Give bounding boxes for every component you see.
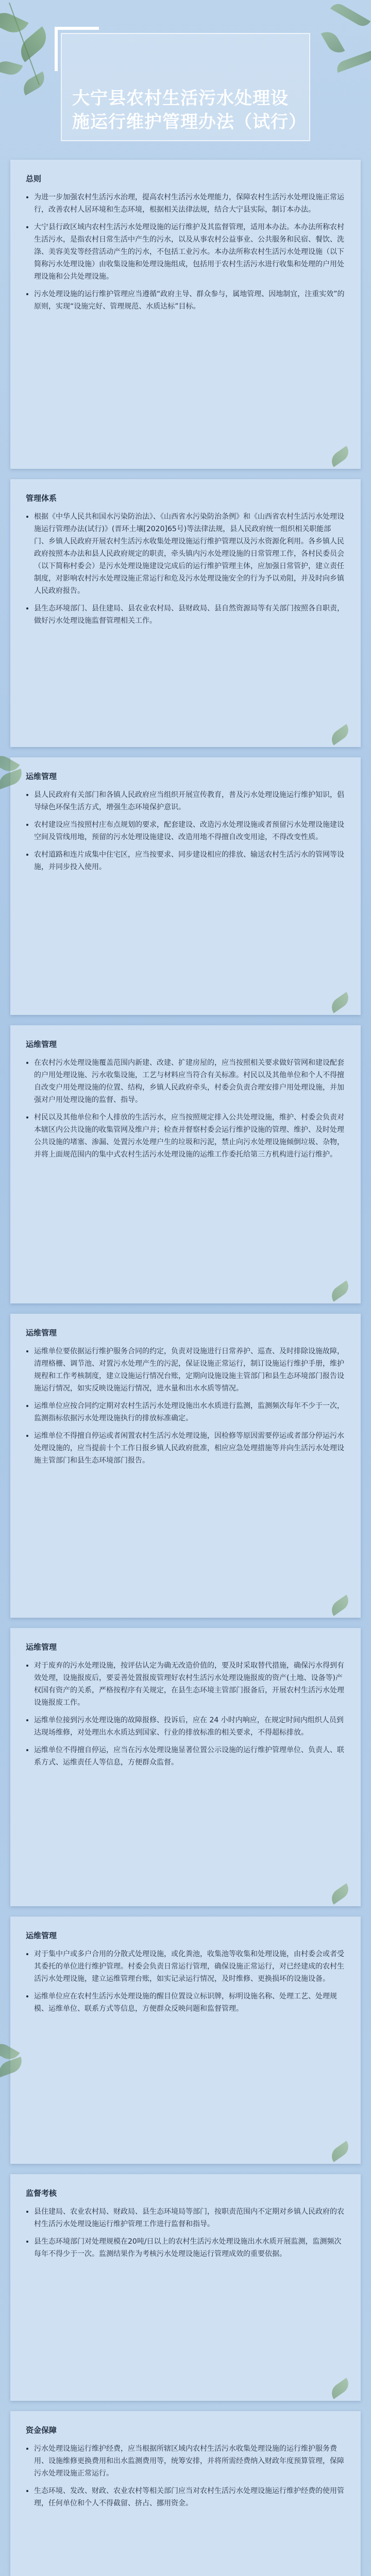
section-heading: 运维管理 <box>26 1642 57 1652</box>
section-heading: 运维管理 <box>26 1328 57 1337</box>
list-item: • 县住建局、农业农村局、财政局、县生态环境局等部门，按职责范围内不定期对乡镇人民政府的农村生活污水处理设施运行维护管理工作进行监督和指导。 <box>34 2206 345 2230</box>
section-list <box>26 789 345 873</box>
list-item: • 农村建设应当按照村庄布点规划的要求，配套建设、改造污水处理设施或者预留污水处理设施建设空间及管线用地，预留的污水处理设施建设、改造用地不得擅自改变用途，不得改变性质。 <box>34 819 345 843</box>
section-list <box>26 511 345 627</box>
section-list <box>26 1948 345 2015</box>
section-operation-5 <box>10 1917 361 2164</box>
list-item: • 运维单位要依据运行维护服务合同的约定，负责对设施进行日常养护、巡查、及时排除设施故障，清理格栅、调节池、对置污水处理产生的污泥，保证设施正常运行，制订设施运行维护手册，维护规程和工作考核制度，建立设施运行情况台账，定期向设施设施主管部门和县生态环境部门报告设施运行情况，如实反映设施运行情况，进水量和出水水质等情况。 <box>34 1345 345 1395</box>
section-management-system <box>10 479 361 747</box>
list-item: • 大宁县行政区域内农村生活污水处理设施的运行维护及其监督管理，适用本办法。本办法所称农村生活污水，是指农村日常生活中产生的污水，以及从事农村公益事业、公共服务和民宿、餐饮、洗涤、美容美发等经营活动产生的污水，不包括工业污水。本办法所称农村生活污水处理设施（以下简称污水处理设施）由收集设施和处理设施组成，包括用于农村生活污水进行收集和处理的户用处理设施和公共处理设施。 <box>34 221 345 283</box>
section-operation-4 <box>10 1628 361 1906</box>
section-general <box>10 160 361 469</box>
section-heading: 管理体系 <box>26 494 57 503</box>
list-item: • 对于废弃的污水处理设施，按评估认定为确无改造价值的，要及时采取替代措施，确保污水得到有效处理，设施报废后，要妥善处置报废管理好农村生活污水处理设施报废的资产(土地、设备等)产权国有资产的关系，严格按程序有关规定，在县生态环境主管部门报备后，开展农村生活污水处理设施报废工作。 <box>34 1659 345 1709</box>
list-item: • 为进一步加强农村生活污水治理，提高农村生活污水处理能力，保障农村生活污水处理设施正常运行，改善农村人居环境和生态环境，根据相关法律法规，结合大宁县实际，制订本办法。 <box>34 191 345 216</box>
list-item: • 运维单位应在农村生活污水处理设施的醒目位置设立标识牌，标明设施名称、处理工艺、处理规模、运维单位、联系方式等信息，方便群众反映问题和监督管理。 <box>34 1990 345 2015</box>
leaf-icon <box>328 992 352 1013</box>
leaf-icon <box>328 724 352 745</box>
leaf-icon <box>328 1280 352 1302</box>
list-item: • 村民以及其他单位和个人排放的生活污水，应当按照规定排入公共处理设施，维护、村委会负责对本辖区内公共设施的收集管网及维户并；检查并督察村委会运行维护设施的管理、维护、及时处理公共设施的堵塞、渗漏、处置污水处理户生的垃圾和污泥，禁止向污水处理设施倾倒垃圾、杂物，并将上面规范围内的集中式农村生活污水处理设施的运维工作委托给第三方机构进行运行维护。 <box>34 1111 345 1161</box>
section-heading: 总则 <box>26 174 42 183</box>
leaf-icon <box>328 2141 352 2162</box>
section-funding <box>10 2411 361 2576</box>
section-operation-1 <box>10 757 361 1015</box>
list-item: • 运维单位接到污水处理设施的故障报修、投诉后，应在 24 小时内响应，在规定时间内组织人员到达现场维修，对处理出水水质达到国家、行业的排放标准的相关要求，不得超标排放。 <box>34 1714 345 1739</box>
section-list <box>26 191 345 313</box>
leaf-icon <box>328 2378 352 2399</box>
list-item: • 污水处理设施的运行维护管理应当遵循“政府主导、群众参与，属地管理、因地制宜，注重实效”的原则，实现“设施完好、管理规范、水质达标”目标。 <box>34 288 345 313</box>
section-operation-3 <box>10 1314 361 1618</box>
list-item: • 生态环境、发改、财政、农业农村等相关部门应当对农村生活污水处理设施运行维护经费的使用管理，任何单位和个人不得截留、挤占、挪用资金。 <box>34 2485 345 2510</box>
list-item: • 县生态环境部门、县住建局、县农业农村局、县财政局、县自然资源局等有关部门按照各自职责，做好污水处理设施监督管理相关工作。 <box>34 602 345 627</box>
section-heading: 监督考核 <box>26 2189 57 2198</box>
leaf-icon <box>328 1883 352 1905</box>
list-item: • 在农村污水处理设施覆盖范围内新建、改建、扩建房屋的，应当按照相关要求做好管网和建设配套的户用处理设施、污水收集设施，工艺与材料应当符合有关标准。村民以及其他单位和个人不得擅自改变户用处理设施的位置、结构，乡镇人民政府牵头，村委会负责合理安排户用处理设施，并加强对户用处理设施的监督、指导。 <box>34 1057 345 1106</box>
list-item: • 运维单位不得擅自停运，应当在污水处理设施显著位置公示设施的运行维护管理单位、负责人、联系方式、运维责任人等信息，方便群众监督。 <box>34 1744 345 1769</box>
list-item: • 污水处理设施运行维护经费，应当根据所辖区域内农村生活污水收集处理设施的运行维护服务费用、设施维修更换费用和出水监测费用等，统筹安排，并将所需经费纳入财政年度预算管理，保障污水处理设施正常运行。 <box>34 2443 345 2480</box>
section-list <box>26 1057 345 1161</box>
list-item: • 县生态环境部门对处理规模在20吨/日以上的农村生活污水处理设施出水水质开展监测，监测频次每年不得少于一次。监测结果作为考核污水处理设施运行管理成效的重要依据。 <box>34 2235 345 2260</box>
section-list <box>26 1659 345 1769</box>
section-heading: 运维管理 <box>26 1040 57 1049</box>
leaf-icon <box>328 446 352 467</box>
section-heading: 资金保障 <box>26 2426 57 2435</box>
section-heading: 运维管理 <box>26 1931 57 1940</box>
section-heading: 运维管理 <box>26 772 57 781</box>
list-item: • 农村道路和连片成集中住宅区，应当按要求、同步建设相应的排放、输送农村生活污水的管网等设施，并同步投入使用。 <box>34 849 345 873</box>
list-item: • 对于集中户或多户合用的分散式处理设施，或化粪池，收集池等收集和处理设施，由村委会或者受其委托的单位进行维护管理。村委会负责日常运行管理，确保设施正常运行，对已经建成的农村生活污水处理设施，建立运维管理台账，如实记录运行情况，及时维修、更换损坏的设施设备。 <box>34 1948 345 1985</box>
hero-banner <box>0 0 371 155</box>
leaf-icon <box>328 1595 352 1616</box>
list-item: • 运维单位应按合同约定期对农村生活污水处理设施出水水质进行监测，监测频次每年不少于一次，监测指标依据污水处理设施执行的排放标准确定。 <box>34 1400 345 1425</box>
section-list <box>26 1345 345 1467</box>
list-item: • 根据《中华人民共和国水污染防治法》、《山西省水污染防治条例》和《山西省农村生活污水处理设施运行管理办法(试行)》(晋环土壤[2020]65号)等法律法规，县人民政府统一组织相关职能部门、乡镇人民政府开展农村生活污水收集处理设施运行维护管理以及污水资源化利用。各乡镇人民政府按照本办法和县人民政府规定的职责，牵头镇内污水处理设施的日常管理工作，各村民委员会（以下简称村委会）是污水处理设施建设完成后的运行维护管理主体，应加强日常管护，建立责任制度，对影响农村污水处理设施正常运行和危及污水处理设施安全的行为予以劝阻，并及时向乡镇人民政府报告。 <box>34 511 345 597</box>
section-operation-2 <box>10 1025 361 1303</box>
list-item: • 县人民政府有关部门和各镇人民政府应当组织开展宣传教育，普及污水处理设施运行维护知识，倡导绿色环保生活方式，增强生态环境保护意识。 <box>34 789 345 814</box>
section-list <box>26 2443 345 2510</box>
section-list <box>26 2206 345 2260</box>
page-title: 大宁县农村生活污水处理设施运行维护管理办法（试行） <box>72 88 307 132</box>
list-item: • 运维单位不得擅自停运或者闲置农村生活污水处理设施，因检修等原因需要停运或者部分停运污水处理设施的，应当提前十个工作日报乡镇人民政府批准，相应应急处理措施等并向生活污水处理设施主管部门和县生态环境部门报告。 <box>34 1430 345 1467</box>
section-supervision <box>10 2174 361 2401</box>
